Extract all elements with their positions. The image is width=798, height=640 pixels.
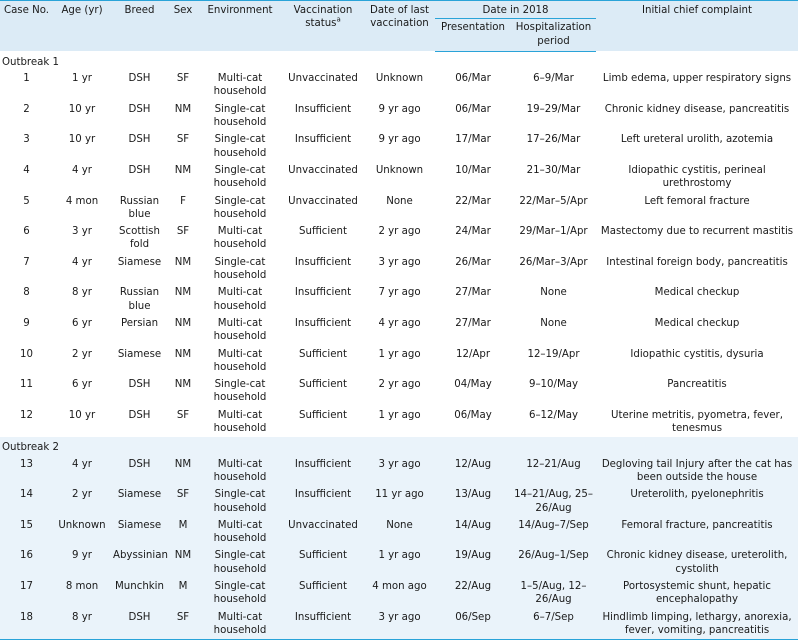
cell-environment: Single-cat household [198, 162, 282, 193]
cell-case-no: 8 [0, 284, 53, 315]
cell-hospitalization: 22/Mar–5/Apr [511, 193, 596, 224]
cell-breed: Scottish fold [111, 223, 168, 254]
cell-presentation: 27/Mar [435, 284, 511, 315]
cell-environment: Multi-cat household [198, 315, 282, 346]
cell-environment: Single-cat household [198, 547, 282, 578]
cell-case-no: 15 [0, 517, 53, 548]
table-row [0, 376, 798, 407]
cell-date-last-vaccination: 1 yr ago [364, 346, 435, 377]
cell-vaccination-status: Insufficient [282, 456, 364, 487]
cell-breed: Abyssinian [111, 547, 168, 578]
cell-vaccination-status: Unvaccinated [282, 162, 364, 193]
cell-case-no: 10 [0, 346, 53, 377]
table-row [0, 254, 798, 285]
cell-date-last-vaccination: 9 yr ago [364, 101, 435, 132]
cell-hospitalization: None [511, 315, 596, 346]
cell-date-last-vaccination: 4 mon ago [364, 578, 435, 609]
cell-complaint: Intestinal foreign body, pancreatitis [596, 254, 798, 285]
cell-presentation: 24/Mar [435, 223, 511, 254]
table-row [0, 578, 798, 609]
cell-hospitalization: 14–21/Aug, 25–26/Aug [511, 486, 596, 517]
cell-age: 9 yr [53, 547, 111, 578]
cell-sex: NM [168, 284, 198, 315]
cell-complaint: Ureterolith, pyelonephritis [596, 486, 798, 517]
cell-case-no: 2 [0, 101, 53, 132]
cell-vaccination-status: Unvaccinated [282, 70, 364, 101]
cell-hospitalization: 12–19/Apr [511, 346, 596, 377]
cell-age: 2 yr [53, 486, 111, 517]
table-row [0, 346, 798, 377]
cell-environment: Single-cat household [198, 131, 282, 162]
cell-complaint: Idiopathic cystitis, dysuria [596, 346, 798, 377]
header-vaccination-status-text: Vaccination status [293, 5, 353, 30]
cell-age: 6 yr [53, 376, 111, 407]
cell-vaccination-status: Insufficient [282, 101, 364, 132]
table-row [0, 223, 798, 254]
cell-breed: Siamese [111, 517, 168, 548]
cell-hospitalization: 12–21/Aug [511, 456, 596, 487]
cell-sex: SF [168, 223, 198, 254]
cell-complaint: Degloving tail Injury after the cat has been outside the house [596, 456, 798, 487]
cell-hospitalization: 26/Aug–1/Sep [511, 547, 596, 578]
header-date-last-vaccination: Date of last vaccination [364, 1, 435, 52]
cell-presentation: 22/Aug [435, 578, 511, 609]
header-hospitalization: Hospitalization period [511, 19, 596, 52]
cell-date-last-vaccination: 1 yr ago [364, 407, 435, 438]
cell-age: 3 yr [53, 223, 111, 254]
cell-complaint: Idiopathic cystitis, perineal urethrostomy [596, 162, 798, 193]
cell-vaccination-status: Insufficient [282, 131, 364, 162]
cell-complaint: Hindlimb limping, lethargy, anorexia, fever, vomiting, pancreatitis [596, 609, 798, 640]
header-age: Age (yr) [53, 1, 111, 52]
cell-date-last-vaccination: 11 yr ago [364, 486, 435, 517]
header-breed: Breed [111, 1, 168, 52]
cell-age: 10 yr [53, 131, 111, 162]
cell-complaint: Chronic kidney disease, ureterolith, cystolith [596, 547, 798, 578]
cell-complaint: Mastectomy due to recurrent mastitis [596, 223, 798, 254]
cell-environment: Single-cat household [198, 486, 282, 517]
cell-vaccination-status: Insufficient [282, 486, 364, 517]
cell-complaint: Medical checkup [596, 315, 798, 346]
cell-environment: Multi-cat household [198, 223, 282, 254]
cell-case-no: 11 [0, 376, 53, 407]
cell-complaint: Left ureteral urolith, azotemia [596, 131, 798, 162]
cell-sex: NM [168, 315, 198, 346]
table-row [0, 131, 798, 162]
cell-complaint: Uterine metritis, pyometra, fever, tenesmus [596, 407, 798, 438]
cell-hospitalization: None [511, 284, 596, 315]
cell-case-no: 6 [0, 223, 53, 254]
cell-hospitalization: 6–9/Mar [511, 70, 596, 101]
cell-vaccination-status: Unvaccinated [282, 193, 364, 224]
header-presentation: Presentation [435, 19, 511, 52]
cell-age: 6 yr [53, 315, 111, 346]
cell-date-last-vaccination: 2 yr ago [364, 223, 435, 254]
cell-vaccination-status: Sufficient [282, 346, 364, 377]
table-row [0, 70, 798, 101]
cell-complaint: Limb edema, upper respiratory signs [596, 70, 798, 101]
section-label: Outbreak 2 [0, 437, 798, 455]
cell-case-no: 3 [0, 131, 53, 162]
table-row [0, 547, 798, 578]
cell-age: 8 yr [53, 609, 111, 640]
cell-date-last-vaccination: 7 yr ago [364, 284, 435, 315]
header-complaint: Initial chief complaint [596, 1, 798, 52]
cell-age: 10 yr [53, 407, 111, 438]
cell-sex: NM [168, 101, 198, 132]
cell-presentation: 27/Mar [435, 315, 511, 346]
cell-hospitalization: 29/Mar–1/Apr [511, 223, 596, 254]
table-row [0, 407, 798, 438]
cell-breed: DSH [111, 407, 168, 438]
cell-vaccination-status: Sufficient [282, 407, 364, 438]
cell-presentation: 04/May [435, 376, 511, 407]
table-row [0, 609, 798, 640]
cell-date-last-vaccination: 3 yr ago [364, 456, 435, 487]
cell-age: 1 yr [53, 70, 111, 101]
cell-complaint: Femoral fracture, pancreatitis [596, 517, 798, 548]
cell-vaccination-status: Insufficient [282, 609, 364, 640]
header-sex: Sex [168, 1, 198, 52]
cell-environment: Single-cat household [198, 376, 282, 407]
cell-breed: DSH [111, 609, 168, 640]
cell-sex: NM [168, 254, 198, 285]
cell-breed: Russian blue [111, 284, 168, 315]
table-row [0, 193, 798, 224]
cell-environment: Single-cat household [198, 578, 282, 609]
cell-age: 2 yr [53, 346, 111, 377]
cell-sex: NM [168, 376, 198, 407]
table-row [0, 101, 798, 132]
cell-sex: NM [168, 162, 198, 193]
cell-case-no: 1 [0, 70, 53, 101]
cell-age: 4 yr [53, 162, 111, 193]
cell-date-last-vaccination: Unknown [364, 162, 435, 193]
cell-environment: Multi-cat household [198, 456, 282, 487]
cell-case-no: 14 [0, 486, 53, 517]
table-row [0, 315, 798, 346]
cell-date-last-vaccination: None [364, 517, 435, 548]
cell-sex: M [168, 578, 198, 609]
outbreak-1-body [0, 51, 798, 437]
cell-date-last-vaccination: 3 yr ago [364, 609, 435, 640]
cell-presentation: 13/Aug [435, 486, 511, 517]
cell-vaccination-status: Insufficient [282, 315, 364, 346]
cell-age: 8 mon [53, 578, 111, 609]
cell-age: 4 yr [53, 254, 111, 285]
cell-presentation: 12/Aug [435, 456, 511, 487]
cell-sex: SF [168, 407, 198, 438]
cell-breed: DSH [111, 162, 168, 193]
cell-presentation: 10/Mar [435, 162, 511, 193]
cell-environment: Multi-cat household [198, 407, 282, 438]
cell-vaccination-status: Insufficient [282, 284, 364, 315]
cell-environment: Single-cat household [198, 193, 282, 224]
cell-hospitalization: 17–26/Mar [511, 131, 596, 162]
cell-date-last-vaccination: Unknown [364, 70, 435, 101]
cell-case-no: 13 [0, 456, 53, 487]
cell-sex: SF [168, 486, 198, 517]
cell-presentation: 22/Mar [435, 193, 511, 224]
cell-date-last-vaccination: 2 yr ago [364, 376, 435, 407]
table-row [0, 517, 798, 548]
cell-breed: Siamese [111, 346, 168, 377]
cell-environment: Single-cat household [198, 254, 282, 285]
cell-environment: Multi-cat household [198, 517, 282, 548]
cell-complaint: Pancreatitis [596, 376, 798, 407]
header-date-in-2018: Date in 2018 [435, 1, 596, 19]
cell-case-no: 4 [0, 162, 53, 193]
cell-date-last-vaccination: 1 yr ago [364, 547, 435, 578]
cell-presentation: 12/Apr [435, 346, 511, 377]
cell-date-last-vaccination: 4 yr ago [364, 315, 435, 346]
cell-date-last-vaccination: 3 yr ago [364, 254, 435, 285]
cell-case-no: 7 [0, 254, 53, 285]
cell-hospitalization: 26/Mar–3/Apr [511, 254, 596, 285]
cell-presentation: 19/Aug [435, 547, 511, 578]
cell-hospitalization: 19–29/Mar [511, 101, 596, 132]
cell-hospitalization: 1–5/Aug, 12–26/Aug [511, 578, 596, 609]
cell-breed: DSH [111, 376, 168, 407]
cell-presentation: 06/Sep [435, 609, 511, 640]
cell-sex: NM [168, 456, 198, 487]
cell-breed: Munchkin [111, 578, 168, 609]
cell-breed: DSH [111, 70, 168, 101]
cell-age: 8 yr [53, 284, 111, 315]
cell-sex: NM [168, 547, 198, 578]
cell-complaint: Left femoral fracture [596, 193, 798, 224]
header-case-no: Case No. [0, 1, 53, 52]
table-row [0, 456, 798, 487]
cell-environment: Multi-cat household [198, 70, 282, 101]
cell-presentation: 06/Mar [435, 70, 511, 101]
cell-breed: DSH [111, 101, 168, 132]
outbreak-2-body [0, 437, 798, 639]
header-environment: Environment [198, 1, 282, 52]
cell-breed: Siamese [111, 486, 168, 517]
cell-sex: SF [168, 70, 198, 101]
cell-hospitalization: 6–12/May [511, 407, 596, 438]
cell-breed: DSH [111, 131, 168, 162]
cell-complaint: Chronic kidney disease, pancreatitis [596, 101, 798, 132]
section-label: Outbreak 1 [0, 51, 798, 70]
table-header [0, 1, 798, 52]
cell-hospitalization: 21–30/Mar [511, 162, 596, 193]
cell-breed: Siamese [111, 254, 168, 285]
cell-sex: NM [168, 346, 198, 377]
cell-presentation: 06/May [435, 407, 511, 438]
table-row [0, 486, 798, 517]
cell-breed: Russian blue [111, 193, 168, 224]
cell-presentation: 17/Mar [435, 131, 511, 162]
cell-presentation: 06/Mar [435, 101, 511, 132]
cell-environment: Multi-cat household [198, 609, 282, 640]
cell-vaccination-status: Unvaccinated [282, 517, 364, 548]
cell-vaccination-status: Sufficient [282, 578, 364, 609]
cell-sex: SF [168, 131, 198, 162]
cell-vaccination-status: Sufficient [282, 223, 364, 254]
cell-age: 4 mon [53, 193, 111, 224]
cell-hospitalization: 9–10/May [511, 376, 596, 407]
cell-case-no: 9 [0, 315, 53, 346]
cell-complaint: Portosystemic shunt, hepatic encephalopathy [596, 578, 798, 609]
cell-vaccination-status: Insufficient [282, 254, 364, 285]
cell-age: 10 yr [53, 101, 111, 132]
cell-breed: DSH [111, 456, 168, 487]
cell-age: Unknown [53, 517, 111, 548]
cell-case-no: 16 [0, 547, 53, 578]
cell-vaccination-status: Sufficient [282, 376, 364, 407]
table-row [0, 162, 798, 193]
cell-case-no: 5 [0, 193, 53, 224]
cell-sex: F [168, 193, 198, 224]
cell-sex: SF [168, 609, 198, 640]
cell-case-no: 18 [0, 609, 53, 640]
cell-sex: M [168, 517, 198, 548]
cell-environment: Multi-cat household [198, 284, 282, 315]
cell-breed: Persian [111, 315, 168, 346]
table-row [0, 284, 798, 315]
cell-date-last-vaccination: 9 yr ago [364, 131, 435, 162]
cell-case-no: 17 [0, 578, 53, 609]
cell-presentation: 26/Mar [435, 254, 511, 285]
footnote-marker: a [336, 15, 341, 24]
cell-environment: Multi-cat household [198, 346, 282, 377]
cell-date-last-vaccination: None [364, 193, 435, 224]
header-vaccination-status [282, 1, 364, 52]
cell-presentation: 14/Aug [435, 517, 511, 548]
cell-case-no: 12 [0, 407, 53, 438]
cell-vaccination-status: Sufficient [282, 547, 364, 578]
cell-complaint: Medical checkup [596, 284, 798, 315]
cell-environment: Single-cat household [198, 101, 282, 132]
cell-hospitalization: 6–7/Sep [511, 609, 596, 640]
cell-hospitalization: 14/Aug–7/Sep [511, 517, 596, 548]
cell-age: 4 yr [53, 456, 111, 487]
